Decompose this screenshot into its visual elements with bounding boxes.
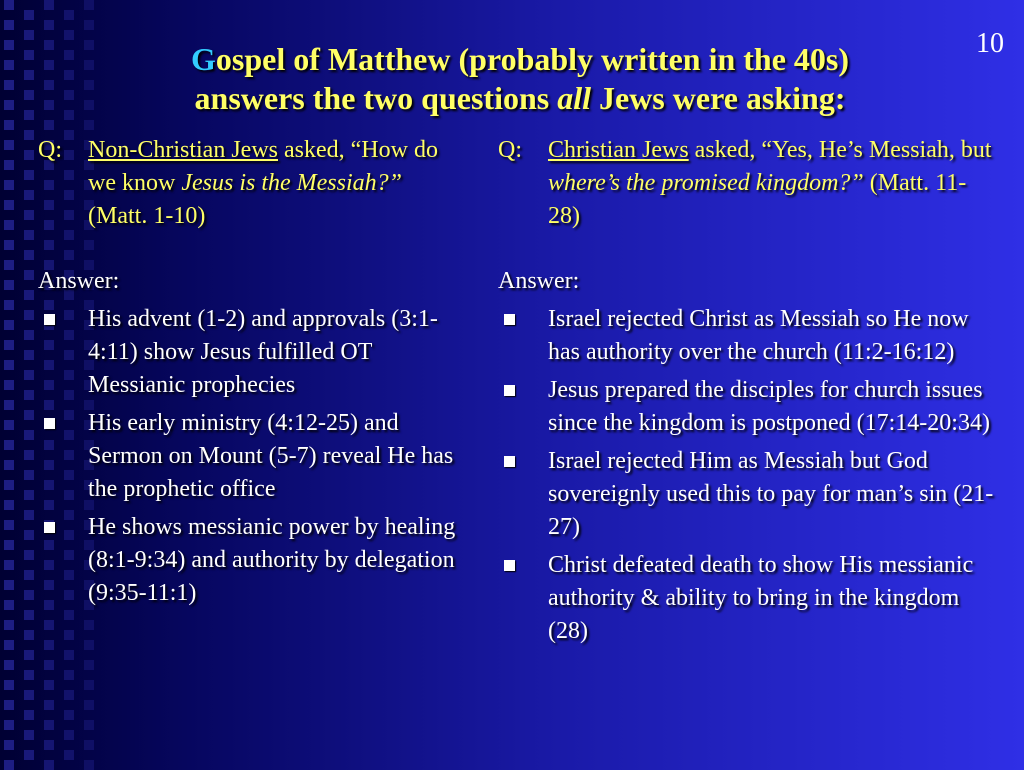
checker-square — [4, 280, 14, 290]
checker-square — [4, 360, 14, 370]
checker-square — [84, 660, 94, 670]
checker-square — [24, 390, 34, 400]
checker-square — [4, 620, 14, 630]
list-item — [38, 407, 458, 506]
checker-square — [44, 660, 54, 670]
list-item-text: Jesus prepared the disciples for church issues since the kingdom is postponed (17:14-20:34) — [548, 377, 990, 436]
checker-square — [4, 440, 14, 450]
list-item — [498, 445, 998, 544]
list-item-text: He shows messianic power by healing (8:1-9:34) and authority by delegation (9:35-11:1) — [88, 514, 456, 606]
square-bullet-icon — [498, 445, 548, 544]
checker-square — [24, 670, 34, 680]
title-line-2 — [60, 79, 980, 118]
checker-square — [4, 240, 14, 250]
checker-square — [4, 220, 14, 230]
checker-square — [4, 740, 14, 750]
checker-square — [44, 40, 54, 50]
list-item-text: Israel rejected Christ as Messiah so He now has authority over the church (11:2-16:12) — [548, 306, 969, 365]
checker-square — [24, 50, 34, 60]
square-bullet-icon — [498, 303, 548, 369]
checker-square — [4, 560, 14, 570]
checker-square — [24, 610, 34, 620]
checker-square — [4, 80, 14, 90]
checker-square — [24, 630, 34, 640]
checker-square — [4, 500, 14, 510]
checker-square — [84, 740, 94, 750]
left-q-text1: asked, “How do we know — [88, 137, 438, 196]
checker-square — [44, 20, 54, 30]
checker-square — [24, 490, 34, 500]
checker-square — [24, 150, 34, 160]
checker-square — [24, 30, 34, 40]
checker-square — [24, 530, 34, 540]
title-line-2-em: all — [557, 80, 591, 116]
checker-square — [44, 700, 54, 710]
right-q-ref: (Matt. 11-28) — [548, 170, 967, 229]
checker-square — [4, 580, 14, 590]
checker-square — [24, 230, 34, 240]
left-bullet-list — [38, 303, 458, 610]
checker-square — [4, 760, 14, 770]
checker-square — [24, 750, 34, 760]
checker-square — [84, 640, 94, 650]
checker-square — [24, 290, 34, 300]
slide-number: 10 — [976, 28, 1004, 59]
checker-square — [24, 550, 34, 560]
checker-square — [44, 760, 54, 770]
checker-square — [4, 20, 14, 30]
checker-square — [24, 370, 34, 380]
checker-square — [4, 460, 14, 470]
checker-square — [4, 640, 14, 650]
checker-square — [24, 510, 34, 520]
checker-square — [24, 570, 34, 580]
left-q-underlined: Non-Christian Jews — [88, 137, 278, 163]
checker-square — [24, 690, 34, 700]
checker-square — [4, 180, 14, 190]
checker-square — [44, 80, 54, 90]
checker-square — [24, 470, 34, 480]
checker-square — [44, 60, 54, 70]
checker-square — [64, 30, 74, 40]
checker-square — [64, 10, 74, 20]
checker-square — [64, 610, 74, 620]
checker-square — [4, 540, 14, 550]
checker-square — [84, 620, 94, 630]
checker-square — [4, 400, 14, 410]
checker-square — [24, 90, 34, 100]
checker-square — [44, 100, 54, 110]
checker-square — [84, 20, 94, 30]
checker-square — [24, 130, 34, 140]
checker-square — [64, 690, 74, 700]
checker-square — [64, 750, 74, 760]
list-item — [498, 374, 998, 440]
title-line-2-b: Jews were asking: — [590, 80, 846, 116]
checker-square — [44, 720, 54, 730]
checker-square — [4, 380, 14, 390]
square-bullet-icon — [38, 511, 88, 610]
right-q-italic: where’s the promised kingdom?” — [548, 170, 864, 196]
checker-square — [4, 0, 14, 10]
checker-square — [4, 60, 14, 70]
checker-square — [4, 340, 14, 350]
checker-square — [24, 710, 34, 720]
checker-square — [4, 200, 14, 210]
list-item — [38, 511, 458, 610]
checker-square — [44, 740, 54, 750]
left-q-italic: Jesus is the Messiah?” — [181, 170, 402, 196]
left-column — [38, 134, 458, 610]
checker-square — [24, 410, 34, 420]
checker-square — [4, 100, 14, 110]
right-q-underlined: Christian Jews — [548, 137, 689, 163]
checker-square — [24, 650, 34, 660]
right-column — [498, 134, 998, 648]
left-answer-label: Answer: — [38, 268, 120, 294]
checker-square — [84, 120, 94, 130]
list-item-text: His advent (1-2) and approvals (3:1-4:11) show Jesus fulfilled OT Messianic prophecies — [88, 306, 438, 398]
list-item-text: His early ministry (4:12-25) and Sermon on Mount (5-7) reveal He has the prophetic office — [88, 410, 454, 502]
checker-square — [24, 70, 34, 80]
checker-square — [44, 640, 54, 650]
checker-square — [4, 600, 14, 610]
title-line-1-text: ospel of Matthew (probably written in the 40s) — [215, 41, 850, 77]
checker-square — [84, 680, 94, 690]
checker-square — [24, 590, 34, 600]
left-q-ref: (Matt. 1-10) — [88, 203, 206, 229]
checker-square — [24, 350, 34, 360]
checker-square — [44, 120, 54, 130]
checker-square — [4, 420, 14, 430]
checker-square — [4, 300, 14, 310]
left-q-label: Q: — [38, 137, 62, 163]
left-question — [38, 134, 458, 233]
right-q-text1: asked, “Yes, He’s Messiah, but — [688, 137, 992, 163]
checker-square — [44, 0, 54, 10]
checker-square — [24, 170, 34, 180]
checker-square — [64, 710, 74, 720]
checker-square — [4, 320, 14, 330]
square-bullet-icon — [38, 303, 88, 402]
checker-square — [24, 10, 34, 20]
list-item — [498, 549, 998, 648]
checker-square — [4, 660, 14, 670]
checker-square — [4, 160, 14, 170]
checker-square — [24, 210, 34, 220]
title-line-2-a: answers the two questions — [194, 80, 558, 116]
checker-square — [24, 110, 34, 120]
square-bullet-icon — [498, 549, 548, 648]
checker-square — [64, 650, 74, 660]
checker-square — [24, 250, 34, 260]
title-line-1: Gospel of Matthew (probably written in the 40s) — [190, 41, 850, 77]
checker-square — [84, 720, 94, 730]
checker-square — [4, 120, 14, 130]
checker-square — [4, 40, 14, 50]
right-bullet-list — [498, 303, 998, 648]
checker-square — [64, 670, 74, 680]
checker-square — [84, 0, 94, 10]
checker-square — [24, 310, 34, 320]
checker-square — [4, 520, 14, 530]
list-item — [498, 303, 998, 369]
right-answer-label: Answer: — [498, 268, 580, 294]
square-bullet-icon — [498, 374, 548, 440]
list-item-text: Israel rejected Him as Messiah but God sovereignly used this to pay for man’s sin (21-27) — [548, 448, 994, 540]
right-question — [498, 134, 998, 233]
checker-square — [24, 330, 34, 340]
checker-square — [84, 700, 94, 710]
checker-square — [4, 480, 14, 490]
square-bullet-icon — [38, 407, 88, 506]
checker-square — [4, 260, 14, 270]
checker-square — [64, 730, 74, 740]
list-item — [38, 303, 458, 402]
checker-square — [24, 450, 34, 460]
list-item-text: Christ defeated death to show His messianic authority & ability to bring in the kingdom (28) — [548, 552, 974, 644]
right-q-text — [548, 134, 998, 233]
checker-square — [64, 630, 74, 640]
checker-square — [24, 430, 34, 440]
checker-square — [4, 140, 14, 150]
checker-square — [4, 680, 14, 690]
right-q-label: Q: — [498, 137, 522, 163]
checker-square — [4, 720, 14, 730]
checker-square — [44, 680, 54, 690]
checker-square — [24, 730, 34, 740]
slide-title — [60, 40, 980, 118]
checker-square — [24, 190, 34, 200]
checker-square — [84, 760, 94, 770]
checker-square — [4, 700, 14, 710]
checker-square — [24, 270, 34, 280]
checker-square — [44, 620, 54, 630]
left-q-text — [88, 134, 458, 233]
